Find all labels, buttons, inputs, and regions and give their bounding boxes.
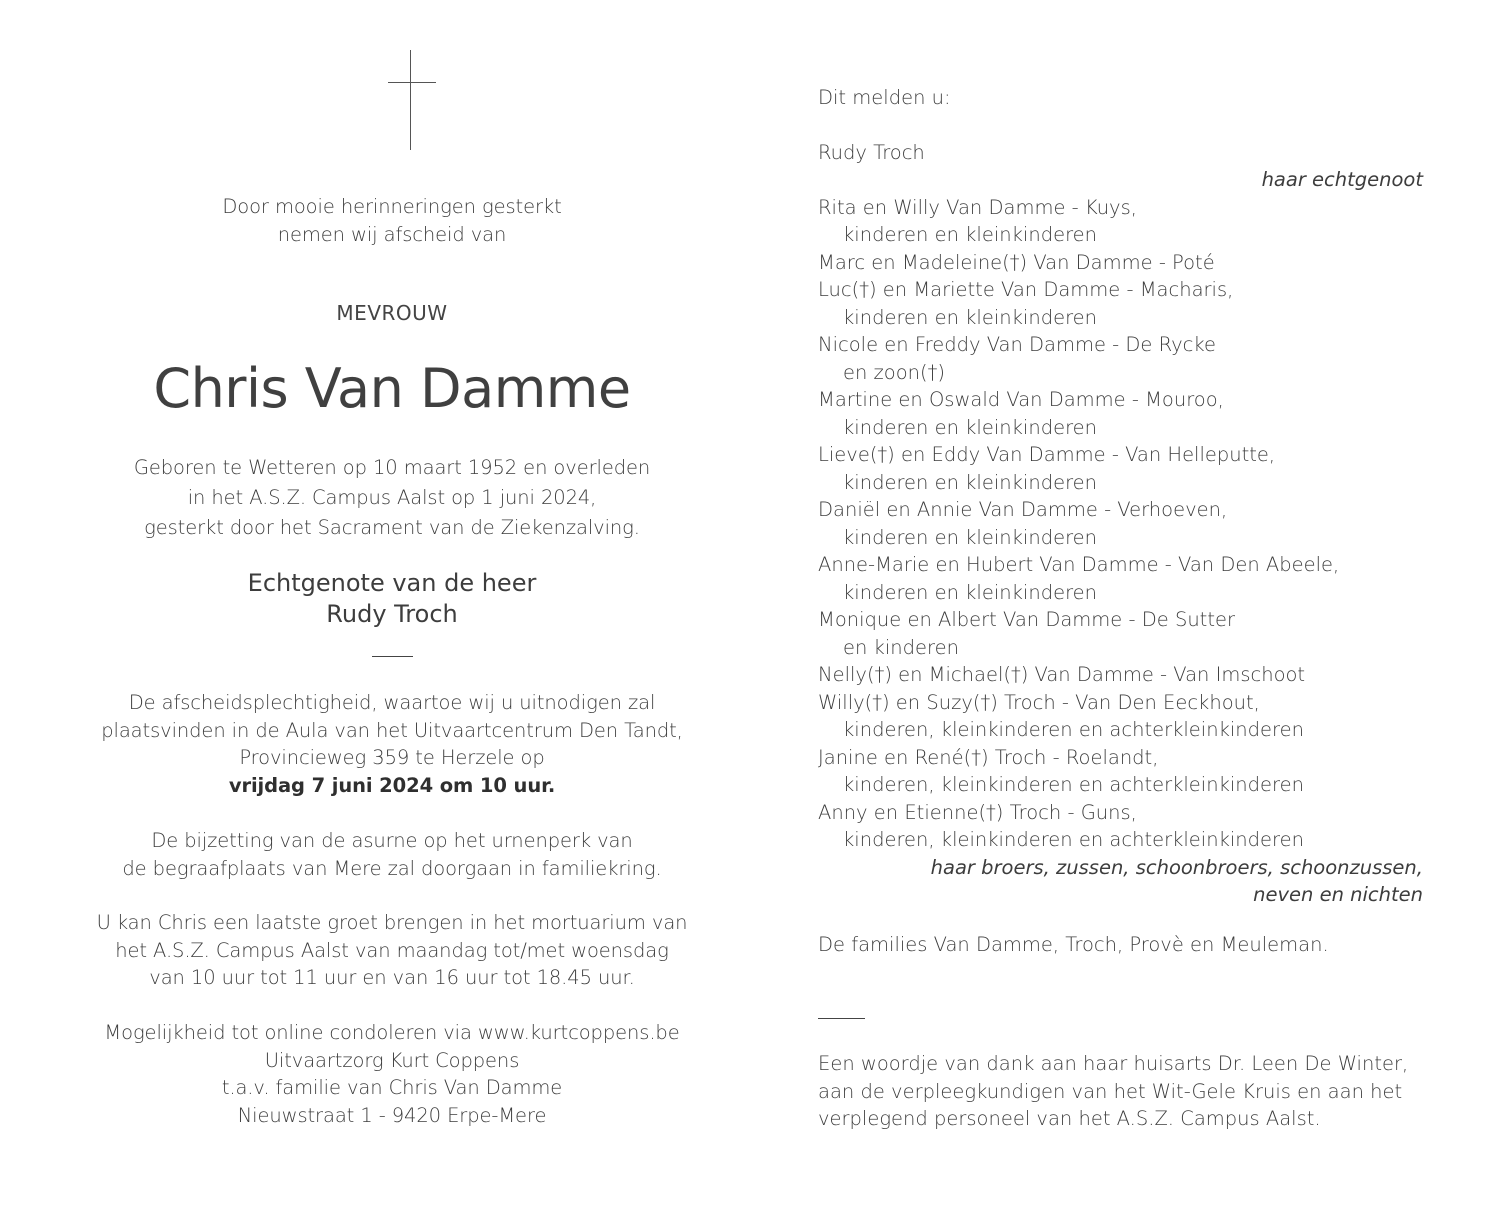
visit-line: U kan Chris een laatste groet brengen in het mortuarium van: [96, 911, 688, 934]
contact-line: Mogelijkheid tot online condoleren via www.kurtcoppens.be: [104, 1021, 680, 1044]
visit-line: van 10 uur tot 11 uur en van 16 uur tot 18.45 uur.: [149, 966, 635, 989]
ceremony-line: De afscheidsplechtigheid, waartoe wij u uitnodigen zal: [128, 691, 656, 714]
family-member: Anny en Etienne(†) Troch - Guns,: [818, 801, 1137, 824]
divider: [372, 656, 413, 657]
family-descendants: en kinderen: [843, 636, 959, 659]
cross-vertical-bar: [410, 50, 411, 150]
announcement-heading: Dit melden u:: [818, 86, 951, 109]
contact-line: t.a.v. familie van Chris Van Damme: [221, 1076, 563, 1099]
ceremony-date: vrijdag 7 juni 2024 om 10 uur.: [228, 773, 556, 797]
family-member: Martine en Oswald Van Damme - Mouroo,: [818, 388, 1224, 411]
burial-text: [92, 827, 692, 882]
family-descendants: kinderen, kleinkinderen en achterkleinkinderen: [843, 773, 1304, 796]
family-member: Janine en René(†) Troch - Roelandt,: [818, 746, 1159, 769]
family-role: neven en nichten: [1253, 883, 1423, 906]
birth-death-line: gesterkt door het Sacrament van de Ziekenzalving.: [144, 516, 640, 539]
ceremony-text: [92, 689, 692, 799]
family-member: Marc en Madeleine(†) Van Damme - Poté: [818, 251, 1215, 274]
family-descendants: kinderen, kleinkinderen en achterkleinkinderen: [843, 828, 1304, 851]
family-member: Monique en Albert Van Damme - De Sutter: [818, 608, 1235, 631]
spouse-line: Echtgenote van de heer: [247, 569, 537, 597]
spouse-text: [92, 568, 692, 630]
deceased-title: MEVROUW: [336, 301, 448, 325]
family-descendants: kinderen en kleinkinderen: [843, 471, 1098, 494]
birth-death-line: in het A.S.Z. Campus Aalst op 1 juni 2024,: [187, 486, 597, 509]
ceremony-line: Provincieweg 359 te Herzele op: [239, 746, 545, 769]
visit-line: het A.S.Z. Campus Aalst van maandag tot/met woensdag: [115, 938, 669, 962]
cross-icon: [388, 50, 436, 150]
family-member: Rita en Willy Van Damme - Kuys,: [818, 196, 1137, 219]
family-member: Daniël en Annie Van Damme - Verhoeven,: [818, 498, 1228, 521]
family-role: haar broers, zussen, schoonbroers, schoonzussen,: [930, 856, 1423, 879]
family-descendants: kinderen en kleinkinderen: [843, 416, 1098, 439]
birth-death-line: Geboren te Wetteren op 10 maart 1952 en overleden: [133, 456, 651, 479]
cross-horizontal-bar: [388, 82, 436, 83]
family-member: Lieve(†) en Eddy Van Damme - Van Helleputte,: [818, 443, 1276, 466]
intro-line: Door mooie herinneringen gesterkt: [222, 195, 562, 218]
ceremony-line: plaatsvinden in de Aula van het Uitvaartcentrum Den Tandt,: [101, 718, 683, 742]
family-descendants: kinderen en kleinkinderen: [843, 526, 1098, 549]
family-member: Luc(†) en Mariette Van Damme - Macharis,: [818, 278, 1234, 301]
family-member: Anne-Marie en Hubert Van Damme - Van Den Abeele,: [818, 553, 1340, 576]
thanks-line: verplegend personeel van het A.S.Z. Campus Aalst.: [818, 1107, 1321, 1130]
family-descendants: kinderen en kleinkinderen: [843, 306, 1098, 329]
family-descendants: kinderen, kleinkinderen en achterkleinkinderen: [843, 718, 1304, 741]
intro-text: [92, 193, 692, 248]
thanks-line: aan de verpleegkundigen van het Wit-Gele Kruis en aan het: [818, 1079, 1403, 1103]
family-member: Nicole en Freddy Van Damme - De Rycke: [818, 333, 1216, 356]
family-descendants: kinderen en kleinkinderen: [843, 223, 1098, 246]
thanks-line: Een woordje van dank aan haar huisarts Dr. Leen De Winter,: [818, 1052, 1409, 1075]
family-descendants: en zoon(†): [843, 361, 945, 384]
families-line: De families Van Damme, Troch, Provè en Meuleman.: [818, 933, 1329, 956]
thanks-text: [818, 1050, 1423, 1133]
contact-line: Nieuwstraat 1 - 9420 Erpe-Mere: [237, 1103, 547, 1127]
family-member: Willy(†) en Suzy(†) Troch - Van Den Eeckhout,: [818, 691, 1260, 714]
family-descendants: kinderen en kleinkinderen: [843, 581, 1098, 604]
intro-line: nemen wij afscheid van: [277, 222, 507, 246]
contact-line: Uitvaartzorg Kurt Coppens: [264, 1048, 520, 1072]
divider: [818, 1018, 865, 1019]
husband-role: haar echtgenoot: [1261, 168, 1423, 191]
contact-text: [92, 1019, 692, 1129]
family-member: Nelly(†) en Michael(†) Van Damme - Van Imschoot: [818, 663, 1306, 686]
burial-line: de begraafplaats van Mere zal doorgaan in familiekring.: [122, 856, 662, 880]
birth-death-text: [92, 453, 692, 543]
deceased-name: Chris Van Damme: [153, 357, 631, 420]
spouse-name: Rudy Troch: [326, 600, 458, 628]
visit-text: [92, 909, 692, 992]
husband-name: Rudy Troch: [818, 141, 925, 164]
burial-line: De bijzetting van de asurne op het urnenperk van: [151, 829, 633, 852]
